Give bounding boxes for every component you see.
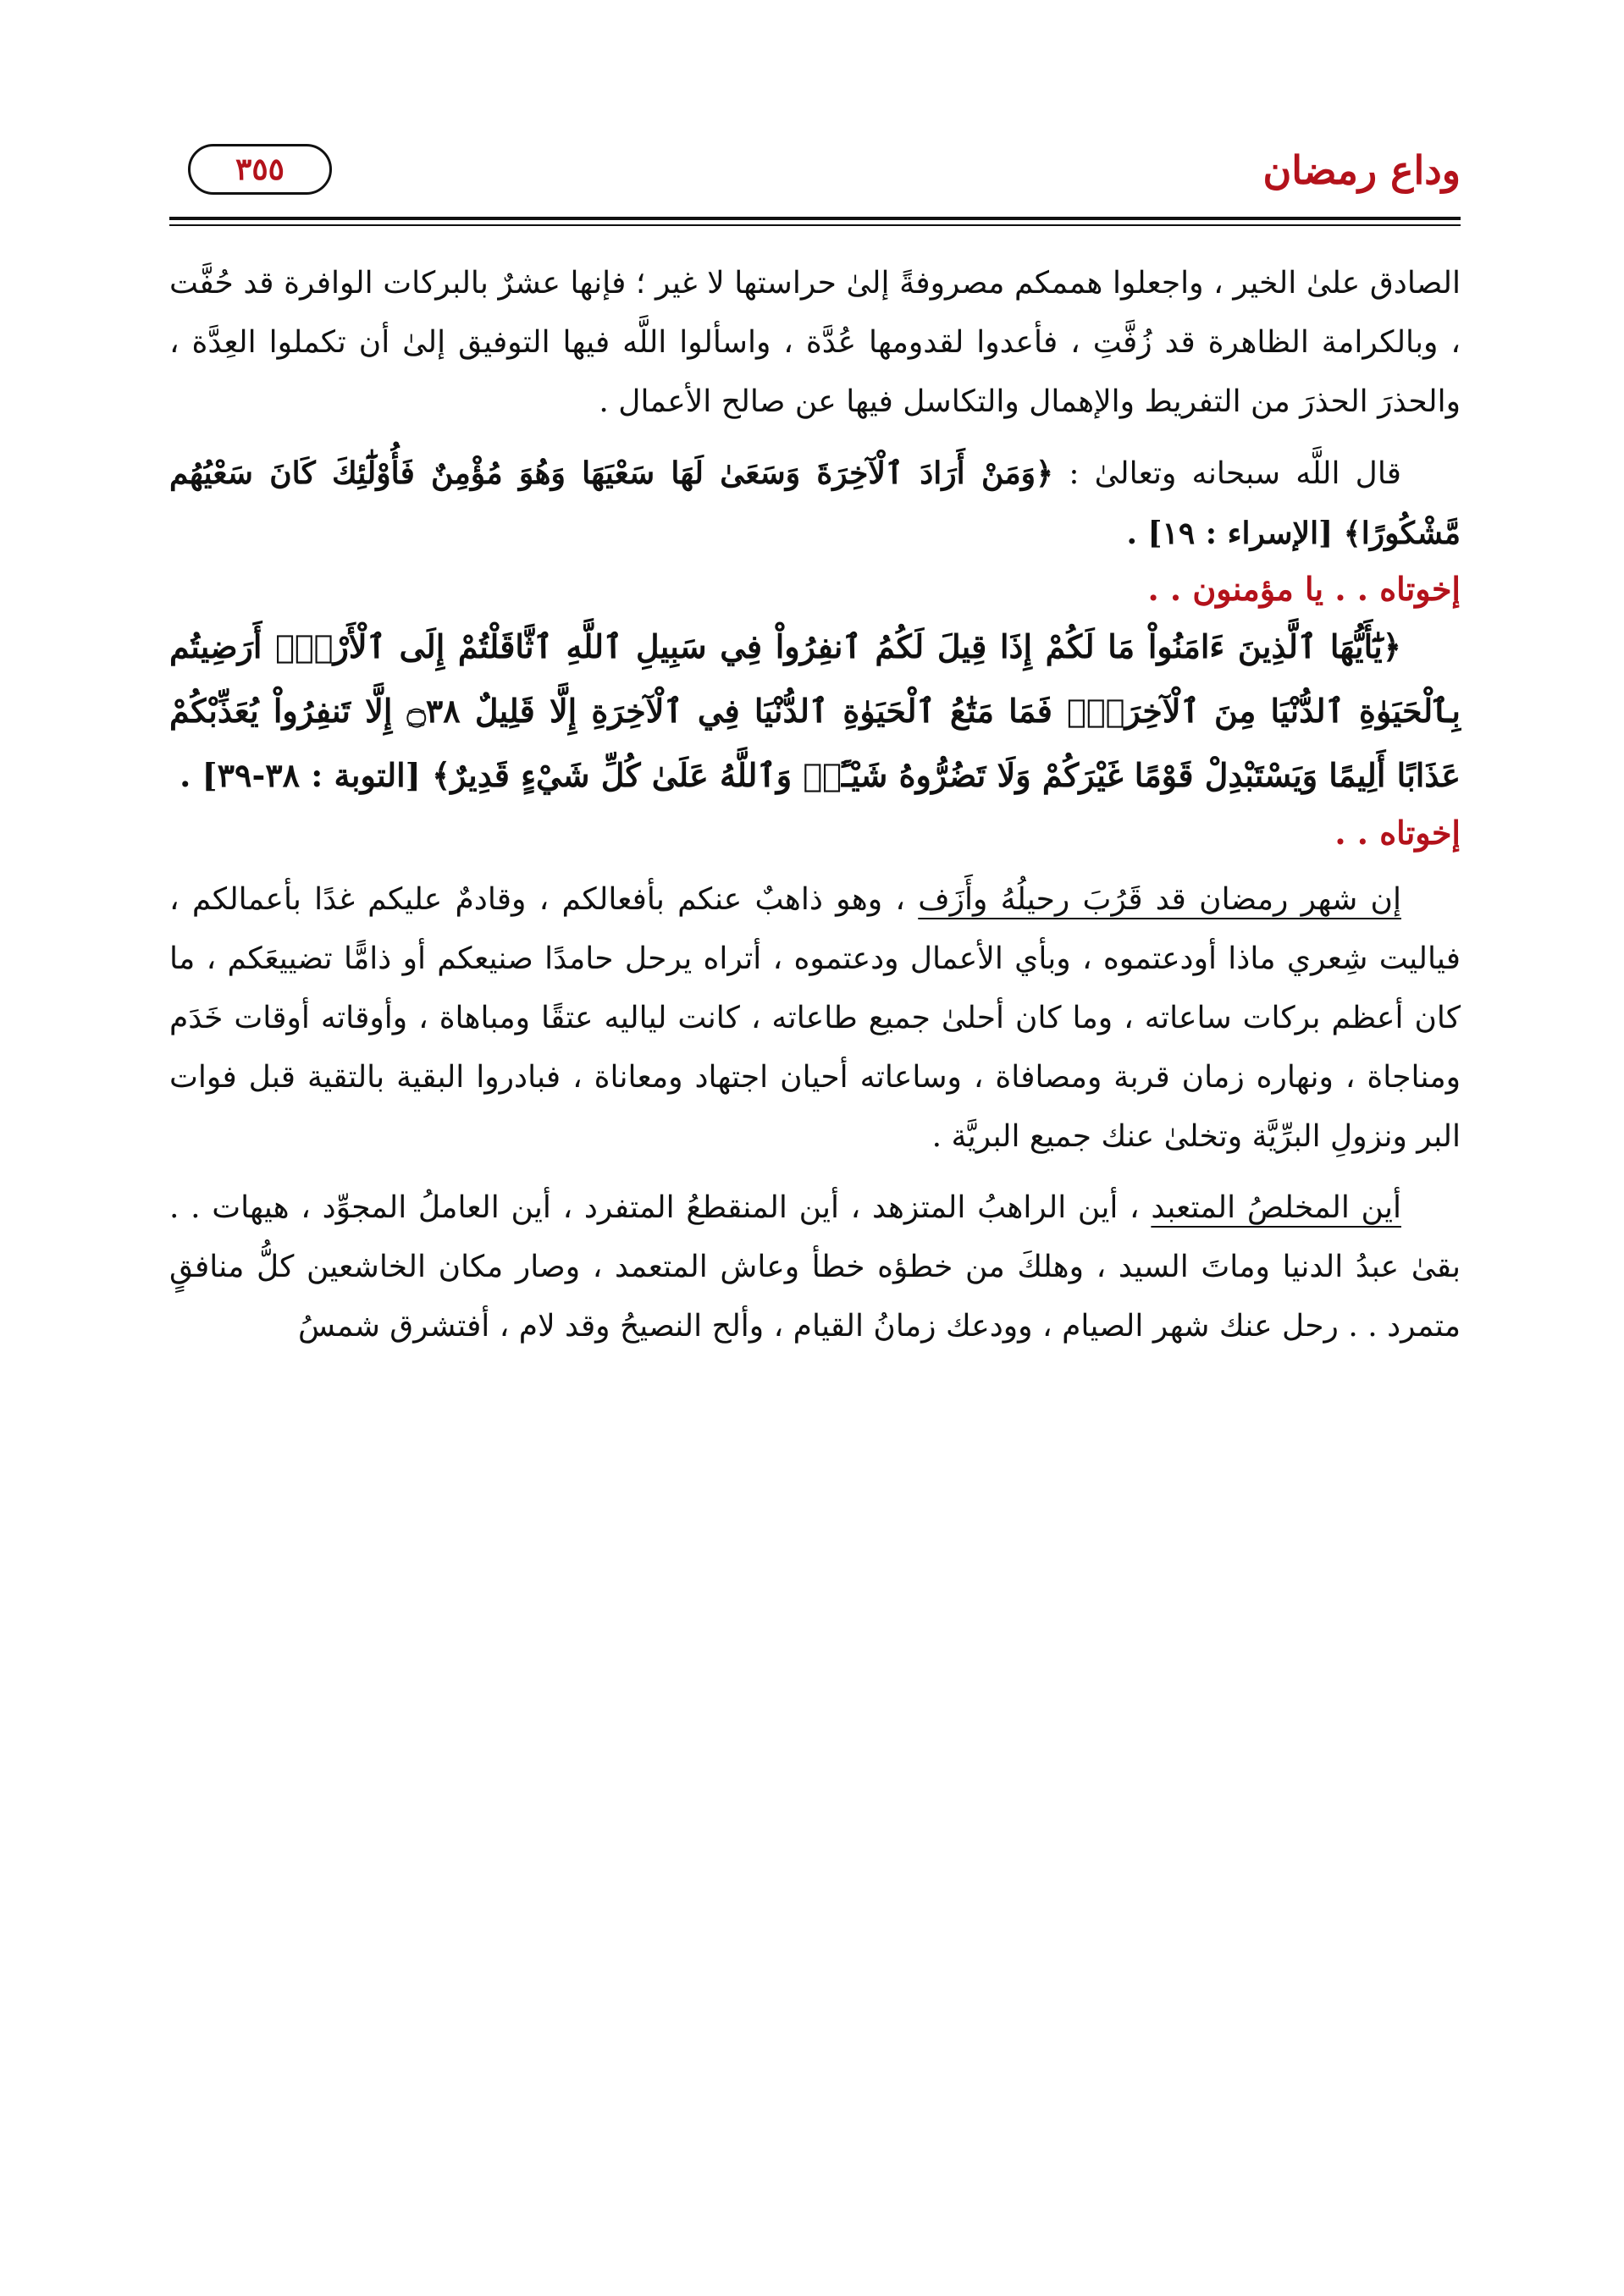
section-heading-2: إخوتاه . . — [1334, 814, 1461, 852]
page-number: ٣٥٥ — [235, 152, 285, 187]
page-body — [169, 254, 1461, 1356]
paragraph-3 — [169, 870, 1461, 1167]
paragraph-4-text: ، أين الراهبُ المتزهد ، أين المنقطعُ المتفرد ، أين العاملُ المجوِّد ، هيهات . . بقىٰ عبدُ الدنيا وماتَ السيد ، وهلكَ من خطؤه خطأ وعاش المتعمد ، وصار مكان الخاشعين كلُّ منافقٍ متمرد . . رحل عنك شهر الصيام ، وودعك زمانُ القيام ، وألح النصيحُ وقد لام ، أفتشرق شمسُ — [169, 1190, 1461, 1344]
section-heading-1: إخوتاه . . يا مؤمنون . . — [1147, 570, 1461, 608]
underlined-phrase-1: إن شهر رمضان قد قَرُبَ رحيلُهُ وأَزَف — [918, 882, 1401, 917]
header-rule-thin — [169, 224, 1461, 226]
quran-block-tawba — [169, 615, 1461, 808]
verse-reference-tawba: [التوبة : ٣٨-٣٩] . — [180, 756, 432, 794]
paragraph-2 — [169, 444, 1461, 564]
paragraph-4 — [169, 1178, 1461, 1356]
running-title: وداع رمضان — [1262, 147, 1461, 193]
paragraph-1: الصادق علىٰ الخير ، واجعلوا هممكم مصروفةً إلىٰ حراستها لا غير ؛ فإنها عشرٌ بالبركات الوافرة قد حُفَّت ، وبالكرامة الظاهرة قد زُفَّتِ ، فأعدوا لقدومها عُدَّة ، واسألوا اللَّه فيها التوفيق إلىٰ أن تكملوا العِدَّة ، والحذرَ الحذرَ من التفريط والإهمال والتكاسل فيها عن صالح الأعمال . — [169, 266, 1461, 419]
verse-reference-isra: [الإسراء : ١٩] . — [1126, 516, 1344, 551]
quote-intro: قال اللَّه سبحانه وتعالىٰ : — [1053, 456, 1401, 491]
paragraph-3-text: ، وهو ذاهبٌ عنكم بأفعالكم ، وقادمٌ عليكم غدًا بأعمالكم ، فياليت شِعري ماذا أودعتموه ، وبأي الأعمال ودعتموه ، أتراه يرحل حامدًا صنيعكم أو ذامًّا تضييعَكم ، ما كان أعظم بركات ساعاته ، وما كان أحلىٰ جميع طاعاته ، كانت لياليه عتقًا ومباهاة ، وأوقاته أوقات خَدَم ومناجاة ، ونهاره زمان قربة ومصافاة ، وساعاته أحيان اجتهاد ومعاناة ، فبادروا البقية بالتقية قبل فوات البر ونزولِ البرِّيَّة وتخلىٰ عنك جميع البريَّة . — [169, 882, 1461, 1154]
header-rule-thick — [169, 217, 1461, 220]
quran-verse-isra: ﴿وَمَنْ أَرَادَ ٱلْآخِرَةَ وَسَعَىٰ لَهَا سَعْيَهَا وَهُوَ مُؤْمِنٌ فَأُوْلَٰٓئِكَ كَانَ سَعْيُهُم مَّشْكُورًا﴾ — [169, 455, 1461, 551]
quran-verse-tawba: ﴿يَٰٓأَيُّهَا ٱلَّذِينَ ءَامَنُواْ مَا لَكُمْ إِذَا قِيلَ لَكُمُ ٱنفِرُواْ فِي سَبِيلِ ٱللَّهِ ٱثَّاقَلْتُمْ إِلَى ٱلْأَرْضِۚ أَرَضِيتُم بِٱلْحَيَوٰةِ ٱلدُّنْيَا مِنَ ٱلْآخِرَةِۚ فَمَا مَتَٰعُ ٱلْحَيَوٰةِ ٱلدُّنْيَا فِي ٱلْآخِرَةِ إِلَّا قَلِيلٌ ۝٣٨ إِلَّا تَنفِرُواْ يُعَذِّبْكُمْ عَذَابًا أَلِيمًا وَيَسْتَبْدِلْ قَوْمًا غَيْرَكُمْ وَلَا تَضُرُّوهُ شَيْـًٔاۗ وَٱللَّهُ عَلَىٰ كُلِّ شَيْءٍ قَدِيرٌ﴾ — [169, 627, 1461, 794]
page-number-frame — [188, 144, 332, 195]
book-page — [169, 0, 1461, 2296]
underlined-phrase-2: أين المخلصُ المتعبد — [1151, 1190, 1401, 1225]
